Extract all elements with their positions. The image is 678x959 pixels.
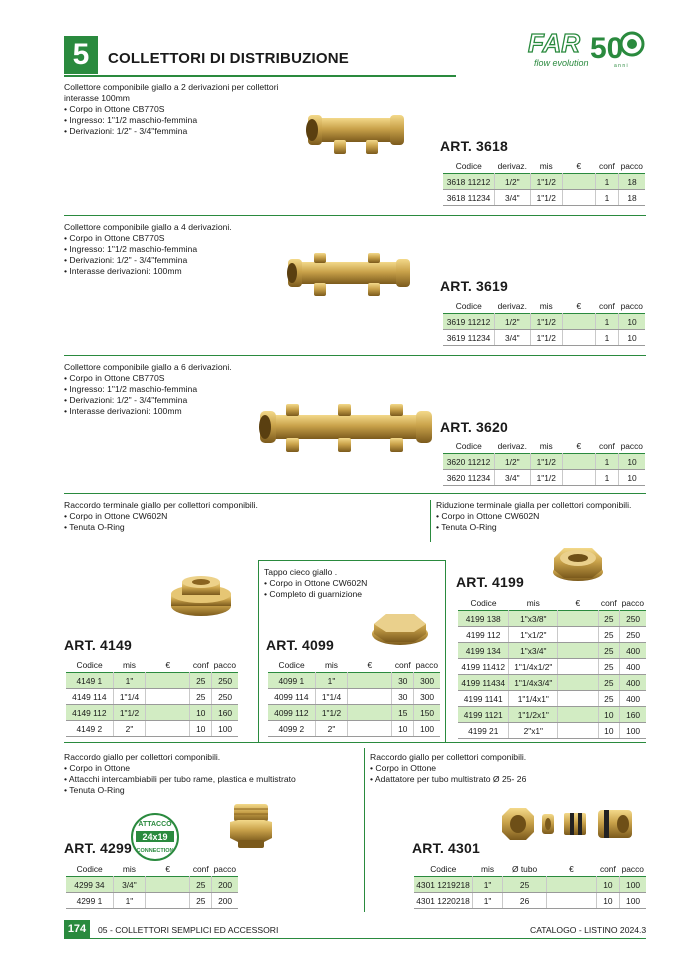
footer-catalog: CATALOGO - LISTINO 2024.3: [530, 925, 647, 935]
cell: 100: [212, 721, 238, 737]
col-header: pacco: [620, 441, 643, 451]
divider: [64, 215, 646, 216]
desc-4149: [64, 500, 264, 533]
cell: 4301 1219218: [414, 877, 473, 893]
footer-chapter: 05 - COLLETTORI SEMPLICI ED ACCESSORI: [98, 925, 279, 935]
cell: 1"1/2: [530, 314, 562, 330]
table-row: [268, 673, 440, 689]
cell: 4199 11412: [458, 659, 509, 675]
bullet: • Corpo in Ottone CW602N: [436, 511, 646, 522]
col-header: conf: [599, 301, 615, 311]
col-header: Codice: [455, 441, 482, 451]
desc-3620-text: Collettore componibile giallo a 6 derivazioni.: [64, 362, 232, 372]
bullet: • Derivazioni: 1/2" - 3/4"femmina: [64, 255, 294, 266]
logo-tagline: flow evolution: [534, 58, 589, 68]
col-header: derivaz.: [497, 161, 527, 171]
cell: 3620 11234: [443, 470, 495, 486]
art-title-3618: ART. 3618: [440, 138, 508, 154]
collettore-4-derivazioni-image: [284, 250, 414, 300]
bullet: • Completo di guarnizione: [264, 589, 444, 600]
bullet: • Derivazioni: 1/2" - 3/4"femmina: [64, 126, 294, 137]
bullet: • Adattatore per tubo multistrato Ø 25- 26: [370, 774, 646, 785]
bullets-3618: [64, 104, 294, 137]
table-row: [66, 893, 238, 909]
bullet: • Ingresso: 1"1/2 maschio-femmina: [64, 244, 294, 255]
col-header: Codice: [455, 301, 482, 311]
table-row: [458, 691, 646, 707]
cell: 2": [113, 721, 146, 737]
cell: 25: [190, 673, 212, 689]
raccordo-4301-parts-image: [500, 804, 636, 844]
page-number: 174: [64, 920, 90, 938]
logo-anni-number: 50: [590, 32, 624, 65]
cell: 25: [598, 675, 620, 691]
cell: 1/2": [495, 454, 531, 470]
cell: 1"1/4x3/4": [509, 675, 558, 691]
desc-4149-text: Raccordo terminale giallo per collettori componibili.: [64, 500, 258, 510]
cell: 3/4": [495, 190, 531, 206]
cell: 1"1/2: [315, 705, 348, 721]
cell: 10: [619, 470, 645, 486]
cell: [146, 673, 190, 689]
art-title-4301: ART. 4301: [412, 840, 480, 856]
cell: 300: [414, 689, 440, 705]
cell: 2": [315, 721, 348, 737]
bullet: • Derivazioni: 1/2" - 3/4"femmina: [64, 395, 294, 406]
table-row: [458, 611, 646, 627]
divider: [64, 355, 646, 356]
cell: 1"1/2: [530, 190, 562, 206]
bullets-4199: [436, 511, 646, 533]
cell: 200: [212, 877, 238, 893]
col-header: conf: [599, 441, 615, 451]
table-row: [458, 643, 646, 659]
table-4099: [268, 658, 440, 737]
attacco-24x19-badge-icon: [130, 812, 180, 862]
cell: 4199 112: [458, 627, 509, 643]
table-3619: [443, 299, 645, 346]
cell: 25: [598, 691, 620, 707]
cell: 1: [595, 454, 618, 470]
bullet: • Tenuta O-Ring: [436, 522, 646, 533]
table-row: [414, 877, 646, 893]
cell: [547, 877, 596, 893]
desc-4301-text: Raccordo giallo per collettori componibili.: [370, 752, 527, 762]
cell: 25: [190, 689, 212, 705]
bullet: • Interasse derivazioni: 100mm: [64, 266, 294, 277]
bullets-3619: [64, 233, 294, 277]
cell: 400: [620, 691, 646, 707]
cell: 4149 114: [66, 689, 113, 705]
col-header: conf: [192, 660, 209, 670]
art-title-4099: ART. 4099: [266, 637, 334, 653]
art-title-4199: ART. 4199: [456, 574, 524, 590]
cell: 1/2": [495, 314, 531, 330]
col-header: Codice: [455, 161, 482, 171]
cell: [558, 611, 598, 627]
cell: [348, 721, 392, 737]
section-title: COLLETTORI DI DISTRIBUZIONE: [108, 50, 349, 67]
bullets-4149: [64, 511, 264, 533]
logo-suffix: a n n i: [614, 63, 628, 69]
bullet: • Corpo in Ottone CB770S: [64, 373, 294, 384]
desc-3619-text: Collettore componibile giallo a 4 derivazioni.: [64, 222, 232, 232]
cell: [558, 659, 598, 675]
col-header: pacco: [621, 598, 644, 608]
cell: 10: [596, 893, 619, 909]
col-header: mis: [481, 864, 495, 874]
cell: 1": [473, 893, 503, 909]
table-row: [458, 627, 646, 643]
cell: 1"1/2: [530, 454, 562, 470]
cell: 250: [212, 689, 238, 705]
col-header: €: [165, 864, 170, 874]
far-logo: [524, 22, 648, 72]
cell: [562, 454, 595, 470]
cell: 4099 2: [268, 721, 315, 737]
cell: 160: [620, 707, 646, 723]
cell: 1: [595, 314, 618, 330]
cell: [558, 691, 598, 707]
cell: 100: [414, 721, 440, 737]
desc-4299-text: Raccordo giallo per collettori componibili.: [64, 752, 221, 762]
col-header: €: [576, 441, 582, 451]
col-header: Codice: [76, 864, 103, 874]
cell: [562, 330, 595, 346]
collettore-2-derivazioni-image: [300, 106, 412, 158]
cell: 250: [212, 673, 238, 689]
table-row: [66, 689, 238, 705]
table-4199: [458, 596, 646, 739]
divider: [64, 742, 646, 743]
riduzione-terminale-image: [550, 540, 606, 584]
col-header: mis: [324, 660, 338, 670]
cell: [145, 893, 189, 909]
cell: 25: [598, 659, 620, 675]
table-row: [443, 174, 645, 190]
cell: 1"1/4x1": [509, 691, 558, 707]
cell: 25: [503, 877, 547, 893]
table-4301: [414, 862, 646, 909]
cell: 4299 34: [66, 877, 113, 893]
table-row: [414, 893, 646, 909]
bullets-4099: [264, 578, 444, 600]
badge-top-text: ATTACCO: [138, 821, 172, 828]
table-row: [458, 707, 646, 723]
cell: [558, 723, 598, 739]
cell: 3/4": [495, 470, 531, 486]
bullets-4299: [64, 763, 354, 796]
cell: 4199 1121: [458, 707, 509, 723]
cell: 3/4": [495, 330, 531, 346]
cell: [348, 673, 392, 689]
cell: 3619 11234: [443, 330, 495, 346]
cell: 1"x3/4": [509, 643, 558, 659]
table-row: [268, 721, 440, 737]
table-row: [443, 330, 645, 346]
cell: 4199 134: [458, 643, 509, 659]
cell: 1": [113, 893, 145, 909]
bullet: • Ingresso: 1"1/2 maschio-femmina: [64, 384, 294, 395]
table-row: [268, 689, 440, 705]
col-header: pacco: [620, 161, 643, 171]
bullets-4301: [370, 763, 646, 785]
cell: 10: [190, 705, 212, 721]
cell: 30: [392, 689, 414, 705]
col-header: pacco: [213, 864, 236, 874]
bullet: • Corpo in Ottone: [370, 763, 646, 774]
cell: 10: [596, 877, 619, 893]
cell: 1: [595, 190, 618, 206]
raccordo-4299-image: [228, 800, 274, 850]
col-header: Codice: [470, 598, 497, 608]
bullet: • Tenuta O-Ring: [64, 785, 354, 796]
cell: 1: [595, 470, 618, 486]
cell: 25: [598, 627, 620, 643]
bullet: • Corpo in Ottone CB770S: [64, 104, 294, 115]
col-header: conf: [599, 864, 616, 874]
art-title-4299: ART. 4299: [64, 840, 132, 856]
col-header: conf: [192, 864, 209, 874]
cell: 25: [598, 643, 620, 659]
bullet: • Corpo in Ottone CW602N: [264, 578, 444, 589]
art-title-3620: ART. 3620: [440, 419, 508, 435]
cell: 3/4": [113, 877, 145, 893]
cell: 1": [473, 877, 503, 893]
cell: [146, 689, 190, 705]
table-3618: [443, 159, 645, 206]
desc-4199-text: Riduzione terminale gialla per collettori componibili.: [436, 500, 632, 510]
cell: 400: [620, 659, 646, 675]
cell: 4199 1141: [458, 691, 509, 707]
col-header: mis: [526, 598, 540, 608]
cell: 25: [190, 877, 212, 893]
cell: 1": [315, 673, 348, 689]
cell: 4199 11434: [458, 675, 509, 691]
tappo-cieco-image: [368, 602, 432, 648]
collettore-6-derivazioni-image: [256, 400, 436, 456]
desc-4301: [370, 752, 646, 785]
cell: 1"1/4x1/2": [509, 659, 558, 675]
desc-4299: [64, 752, 354, 796]
art-title-4149: ART. 4149: [64, 637, 132, 653]
cell: 4299 1: [66, 893, 113, 909]
table-4149: [66, 658, 238, 737]
cell: 3618 11212: [443, 174, 495, 190]
section-number: 5: [64, 36, 98, 74]
table-row: [443, 470, 645, 486]
table-row: [268, 705, 440, 721]
divider-vertical: [430, 500, 431, 542]
col-header: conf: [599, 161, 615, 171]
cell: 1"1/2x1": [509, 707, 558, 723]
table-row: [458, 675, 646, 691]
footer-rule: [64, 938, 646, 939]
cell: [562, 190, 595, 206]
col-header: €: [576, 161, 582, 171]
bullet: • Attacchi intercambiabili per tubo rame, plastica e multistrato: [64, 774, 354, 785]
cell: 3620 11212: [443, 454, 495, 470]
cell: 10: [598, 723, 620, 739]
art-title-3619: ART. 3619: [440, 278, 508, 294]
col-header: derivaz.: [497, 301, 527, 311]
cell: 1/2": [495, 174, 531, 190]
col-header: mis: [539, 161, 553, 171]
col-header: pacco: [621, 864, 644, 874]
table-4299: [66, 862, 238, 909]
cell: 10: [392, 721, 414, 737]
table-row: [458, 659, 646, 675]
col-header: Codice: [76, 660, 103, 670]
desc-3618: [64, 82, 294, 137]
cell: [562, 470, 595, 486]
table-row: [443, 190, 645, 206]
cell: [558, 643, 598, 659]
col-header: €: [569, 864, 574, 874]
cell: 1": [113, 673, 146, 689]
cell: 400: [620, 675, 646, 691]
cell: 250: [620, 627, 646, 643]
cell: [558, 627, 598, 643]
cell: 10: [619, 454, 645, 470]
cell: 1"1/4: [113, 689, 146, 705]
cell: 10: [619, 314, 645, 330]
bullet: • Corpo in Ottone CB770S: [64, 233, 294, 244]
desc-4199: [436, 500, 646, 533]
cell: 26: [503, 893, 547, 909]
title-underline: [64, 75, 456, 77]
cell: 100: [620, 893, 646, 909]
col-header: pacco: [620, 301, 643, 311]
table-row: [458, 723, 646, 739]
cell: 4199 138: [458, 611, 509, 627]
logo-brand: FAR: [528, 28, 580, 58]
col-header: mis: [122, 660, 136, 670]
col-header: Codice: [430, 864, 457, 874]
cell: 1"1/4: [315, 689, 348, 705]
cell: [562, 314, 595, 330]
cell: [558, 707, 598, 723]
cell: 3619 11212: [443, 314, 495, 330]
cell: 25: [190, 893, 212, 909]
table-row: [66, 877, 238, 893]
col-header: Ø tubo: [512, 864, 538, 874]
cell: 100: [620, 723, 646, 739]
cell: [558, 675, 598, 691]
cell: 4149 2: [66, 721, 113, 737]
cell: 1: [595, 330, 618, 346]
cell: 2"x1": [509, 723, 558, 739]
cell: 4149 112: [66, 705, 113, 721]
cell: 15: [392, 705, 414, 721]
col-header: Codice: [278, 660, 305, 670]
cell: 100: [620, 877, 646, 893]
cell: 25: [598, 611, 620, 627]
cell: 200: [212, 893, 238, 909]
cell: 4149 1: [66, 673, 113, 689]
divider: [64, 493, 646, 494]
cell: [145, 877, 189, 893]
table-row: [66, 705, 238, 721]
cell: 300: [414, 673, 440, 689]
col-header: mis: [122, 864, 136, 874]
cell: 3618 11234: [443, 190, 495, 206]
cell: [348, 689, 392, 705]
bullet: • Ingresso: 1"1/2 maschio-femmina: [64, 115, 294, 126]
cell: [146, 721, 190, 737]
cell: [146, 705, 190, 721]
cell: 4301 1220218: [414, 893, 473, 909]
cell: 160: [212, 705, 238, 721]
desc-3618-text: Collettore componibile giallo a 2 derivazioni per collettori interasse 100mm: [64, 82, 279, 103]
desc-3619: [64, 222, 294, 277]
col-header: mis: [539, 441, 553, 451]
cell: 4099 112: [268, 705, 315, 721]
cell: 1"x3/8": [509, 611, 558, 627]
table-row: [66, 721, 238, 737]
cell: 1"1/2: [530, 470, 562, 486]
cell: 30: [392, 673, 414, 689]
col-header: conf: [600, 598, 617, 608]
divider-vertical: [364, 748, 365, 912]
table-3620: [443, 439, 645, 486]
badge-bottom-text: CONNECTION: [136, 848, 174, 854]
col-header: €: [575, 598, 581, 608]
cell: [348, 705, 392, 721]
desc-4099: [264, 567, 444, 600]
table-row: [443, 454, 645, 470]
col-header: €: [165, 660, 171, 670]
badge-mid-text: 24x19: [142, 832, 168, 842]
col-header: mis: [539, 301, 553, 311]
desc-4099-text: Tappo cieco giallo .: [264, 567, 338, 577]
cell: 4099 114: [268, 689, 315, 705]
bullet: • Corpo in Ottone: [64, 763, 354, 774]
cell: 1"x1/2": [509, 627, 558, 643]
cell: 18: [619, 174, 645, 190]
cell: 1"1/2: [530, 174, 562, 190]
table-row: [66, 673, 238, 689]
cell: 1"1/2: [530, 330, 562, 346]
cell: 150: [414, 705, 440, 721]
cell: [562, 174, 595, 190]
cell: 10: [619, 330, 645, 346]
bullet: • Tenuta O-Ring: [64, 522, 264, 533]
bullet: • Corpo in Ottone CW602N: [64, 511, 264, 522]
raccordo-terminale-image: [168, 574, 234, 620]
col-header: derivaz.: [497, 441, 527, 451]
cell: 18: [619, 190, 645, 206]
cell: [547, 893, 596, 909]
cell: 4099 1: [268, 673, 315, 689]
col-header: €: [367, 660, 373, 670]
cell: 1: [595, 174, 618, 190]
cell: 1"1/2: [113, 705, 146, 721]
table-row: [443, 314, 645, 330]
col-header: pacco: [415, 660, 438, 670]
col-header: conf: [394, 660, 411, 670]
col-header: pacco: [213, 660, 236, 670]
cell: 400: [620, 643, 646, 659]
col-header: €: [576, 301, 582, 311]
cell: 10: [190, 721, 212, 737]
cell: 4199 21: [458, 723, 509, 739]
cell: 10: [598, 707, 620, 723]
bullet: • Interasse derivazioni: 100mm: [64, 406, 294, 417]
cell: 250: [620, 611, 646, 627]
